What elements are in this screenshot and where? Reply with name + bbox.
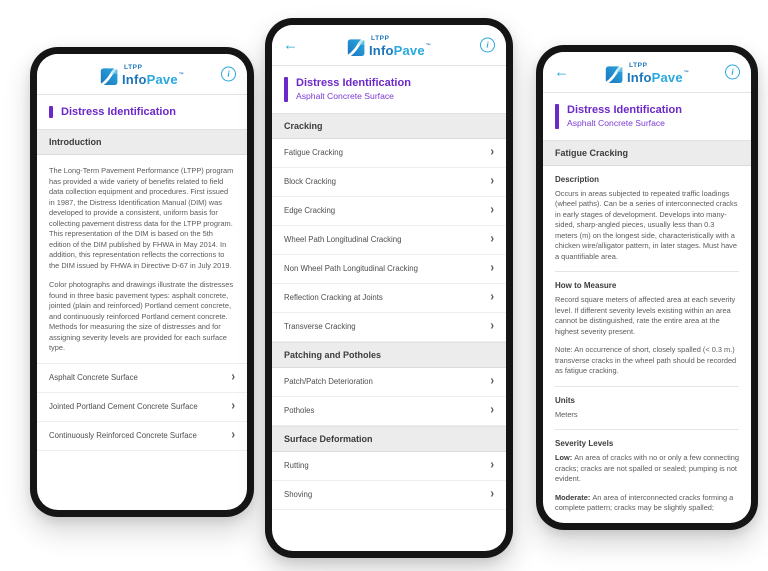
list-item-label: Continuously Reinforced Concrete Surface	[49, 431, 197, 441]
title-accent-bar	[49, 106, 53, 119]
trademark-symbol: ™	[425, 42, 431, 49]
infopave-road-icon	[100, 66, 119, 85]
list-item-potholes[interactable]	[272, 397, 506, 426]
title-accent-bar	[555, 104, 559, 129]
severity-moderate-text: An area of interconnected cracks forming a complete pattern; cracks may be slightly spalled;	[555, 492, 734, 513]
severity-low-label: Low:	[555, 453, 573, 463]
how-to-measure-block	[543, 272, 751, 386]
list-item-wheel-path-longitudinal-cracking[interactable]	[272, 226, 506, 255]
list-item-edge-cracking[interactable]	[272, 197, 506, 226]
list-item-label: Edge Cracking	[284, 206, 336, 216]
how-to-measure-note: Note: An occurrence of short, closely spalled (< 0.3 m.) transverse cracks in the wheel path should be recorded as fatigue cracking.	[555, 345, 737, 376]
paragraph: Color photographs and drawings illustrate the distresses found in three basic pavement types: asphalt concrete, jointed (plain and reinforced) Portland cement concrete, and continuously reinforced Portland cement concrete. Methods for measuring the size of distresses and for assigning severity levels are provided for each surface type.	[49, 280, 234, 353]
list-item-label: Reflection Cracking at Joints	[284, 293, 383, 303]
units-value: Meters	[555, 409, 578, 419]
section-header-patching-and-potholes: Patching and Potholes	[272, 342, 506, 368]
how-to-measure-heading: How to Measure	[555, 281, 617, 291]
phone-mockup-distress-list	[265, 18, 513, 558]
phone-mockup-fatigue-detail	[536, 45, 758, 530]
ltpp-infopave-logo	[347, 36, 431, 57]
severity-moderate-label: Moderate:	[555, 492, 591, 502]
info-icon[interactable]: i	[725, 64, 740, 79]
list-item-label: Asphalt Concrete Surface	[49, 373, 138, 383]
cracking-list	[272, 139, 506, 342]
chevron-right-icon: ›	[490, 403, 494, 417]
list-item-label: Block Cracking	[284, 177, 336, 187]
chevron-right-icon: ›	[490, 145, 494, 159]
chevron-right-icon: ›	[490, 174, 494, 188]
page-title-block	[543, 93, 751, 140]
page-title-block	[272, 66, 506, 113]
trademark-symbol: ™	[178, 71, 184, 78]
list-item-non-wheel-path-longitudinal-cracking[interactable]	[272, 255, 506, 284]
section-header-introduction: Introduction	[37, 129, 247, 155]
paragraph: The Long-Term Pavement Performance (LTPP) program has provided a wide variety of benefits related to field data collection equipment and procedures. First issued in 1987, the Distress Identification Manual (DIM) was developed to provide a consistent, uniform basis for collecting pavement distress data for the LTPP program. This representation of the DIM is based on the 5th edition of the DIM published by FHWA in May 2014. In addition, this representation reflects the corrections to the DIM issued by FHWA in Directive D-67 in July 2019.	[49, 166, 234, 270]
chevron-right-icon: ›	[231, 399, 235, 414]
logo-infopave-label: InfoPave™	[369, 42, 431, 58]
page-title: Distress Identification	[61, 105, 176, 118]
infopave-road-icon	[347, 37, 366, 56]
list-item-crc-surface[interactable]	[37, 422, 247, 451]
list-item-reflection-cracking-at-joints[interactable]	[272, 284, 506, 313]
phone-screen	[543, 52, 751, 523]
chevron-right-icon: ›	[490, 319, 494, 333]
back-arrow-icon[interactable]: ←	[283, 36, 298, 54]
list-item-label: Potholes	[284, 406, 315, 416]
severity-levels-heading: Severity Levels	[555, 439, 614, 449]
phone-screen	[272, 25, 506, 551]
info-icon[interactable]: i	[480, 37, 495, 52]
section-header-fatigue-cracking: Fatigue Cracking	[543, 140, 751, 166]
deformation-list	[272, 452, 506, 510]
list-item-label: Transverse Cracking	[284, 322, 356, 332]
infopave-road-icon	[605, 64, 624, 83]
app-header	[37, 54, 247, 95]
list-item-label: Shoving	[284, 490, 313, 500]
chevron-right-icon: ›	[490, 487, 494, 501]
ltpp-infopave-logo	[605, 63, 689, 84]
introduction-text	[37, 155, 247, 363]
logo-infopave-label: InfoPave™	[627, 69, 689, 85]
list-item-jointed-pcc-surface[interactable]	[37, 393, 247, 422]
section-header-cracking: Cracking	[272, 113, 506, 139]
app-header	[543, 52, 751, 93]
list-item-block-cracking[interactable]	[272, 168, 506, 197]
list-item-fatigue-cracking[interactable]	[272, 139, 506, 168]
page-subtitle: Asphalt Concrete Surface	[296, 91, 394, 102]
list-item-label: Wheel Path Longitudinal Cracking	[284, 235, 402, 245]
list-item-shoving[interactable]	[272, 481, 506, 510]
logo-text	[627, 63, 689, 84]
app-header	[272, 25, 506, 66]
list-item-label: Rutting	[284, 461, 309, 471]
list-item-transverse-cracking[interactable]	[272, 313, 506, 342]
list-item-label: Jointed Portland Cement Concrete Surface	[49, 402, 198, 412]
list-item-asphalt-concrete-surface[interactable]	[37, 364, 247, 393]
back-arrow-icon[interactable]: ←	[554, 63, 569, 81]
chevron-right-icon: ›	[490, 290, 494, 304]
severity-moderate	[555, 493, 739, 514]
list-item-patch-deterioration[interactable]	[272, 368, 506, 397]
surface-type-list	[37, 363, 247, 451]
list-item-label: Patch/Patch Deterioration	[284, 377, 373, 387]
severity-low	[555, 453, 739, 485]
severity-low-text: An area of cracks with no or only a few connecting cracks; cracks are not spalled or sealed; pumping is not evident.	[555, 453, 739, 484]
info-icon[interactable]: i	[221, 66, 236, 81]
trademark-symbol: ™	[683, 69, 689, 76]
logo-ltpp-label: LTPP	[629, 62, 648, 69]
chevron-right-icon: ›	[231, 370, 235, 385]
section-header-surface-deformation: Surface Deformation	[272, 426, 506, 452]
how-to-measure-text: Record square meters of affected area at each severity level. If different severity levels existing within an area cannot be distinguished, rate the entire area at the highest severity present.	[555, 295, 736, 336]
list-item-rutting[interactable]	[272, 452, 506, 481]
chevron-right-icon: ›	[490, 232, 494, 246]
units-heading: Units	[555, 395, 575, 405]
list-item-label: Non Wheel Path Longitudinal Cracking	[284, 264, 418, 274]
page-subtitle: Asphalt Concrete Surface	[567, 118, 665, 129]
patching-list	[272, 368, 506, 426]
page-title-block	[37, 95, 247, 130]
description-block	[543, 166, 751, 272]
chevron-right-icon: ›	[490, 458, 494, 472]
description-text: Occurs in areas subjected to repeated traffic loadings (wheel paths). Can be a series of interconnected cracks in early stages of development. Develops into many-sided, sharp-angled pieces, usually less than 0.3 meters (m) on the longest side, characteristically with a chicken wire/alligator pattern, in later stages. Must have a quantifiable area.	[555, 188, 738, 261]
ltpp-infopave-logo	[100, 65, 184, 86]
logo-text	[122, 65, 184, 86]
phone-screen	[37, 54, 247, 510]
phone-mockup-intro	[30, 47, 254, 517]
description-heading: Description	[555, 174, 600, 184]
severity-levels-block	[543, 430, 751, 523]
page-title: Distress Identification	[567, 103, 682, 116]
chevron-right-icon: ›	[490, 374, 494, 388]
chevron-right-icon: ›	[231, 428, 235, 443]
title-accent-bar	[284, 77, 288, 102]
page-title: Distress Identification	[296, 76, 411, 89]
units-block	[543, 387, 751, 430]
chevron-right-icon: ›	[490, 203, 494, 217]
chevron-right-icon: ›	[490, 261, 494, 275]
list-item-label: Fatigue Cracking	[284, 148, 343, 158]
logo-ltpp-label: LTPP	[371, 35, 390, 42]
logo-ltpp-label: LTPP	[124, 64, 143, 71]
logo-text	[369, 36, 431, 57]
logo-infopave-label: InfoPave™	[122, 71, 184, 87]
